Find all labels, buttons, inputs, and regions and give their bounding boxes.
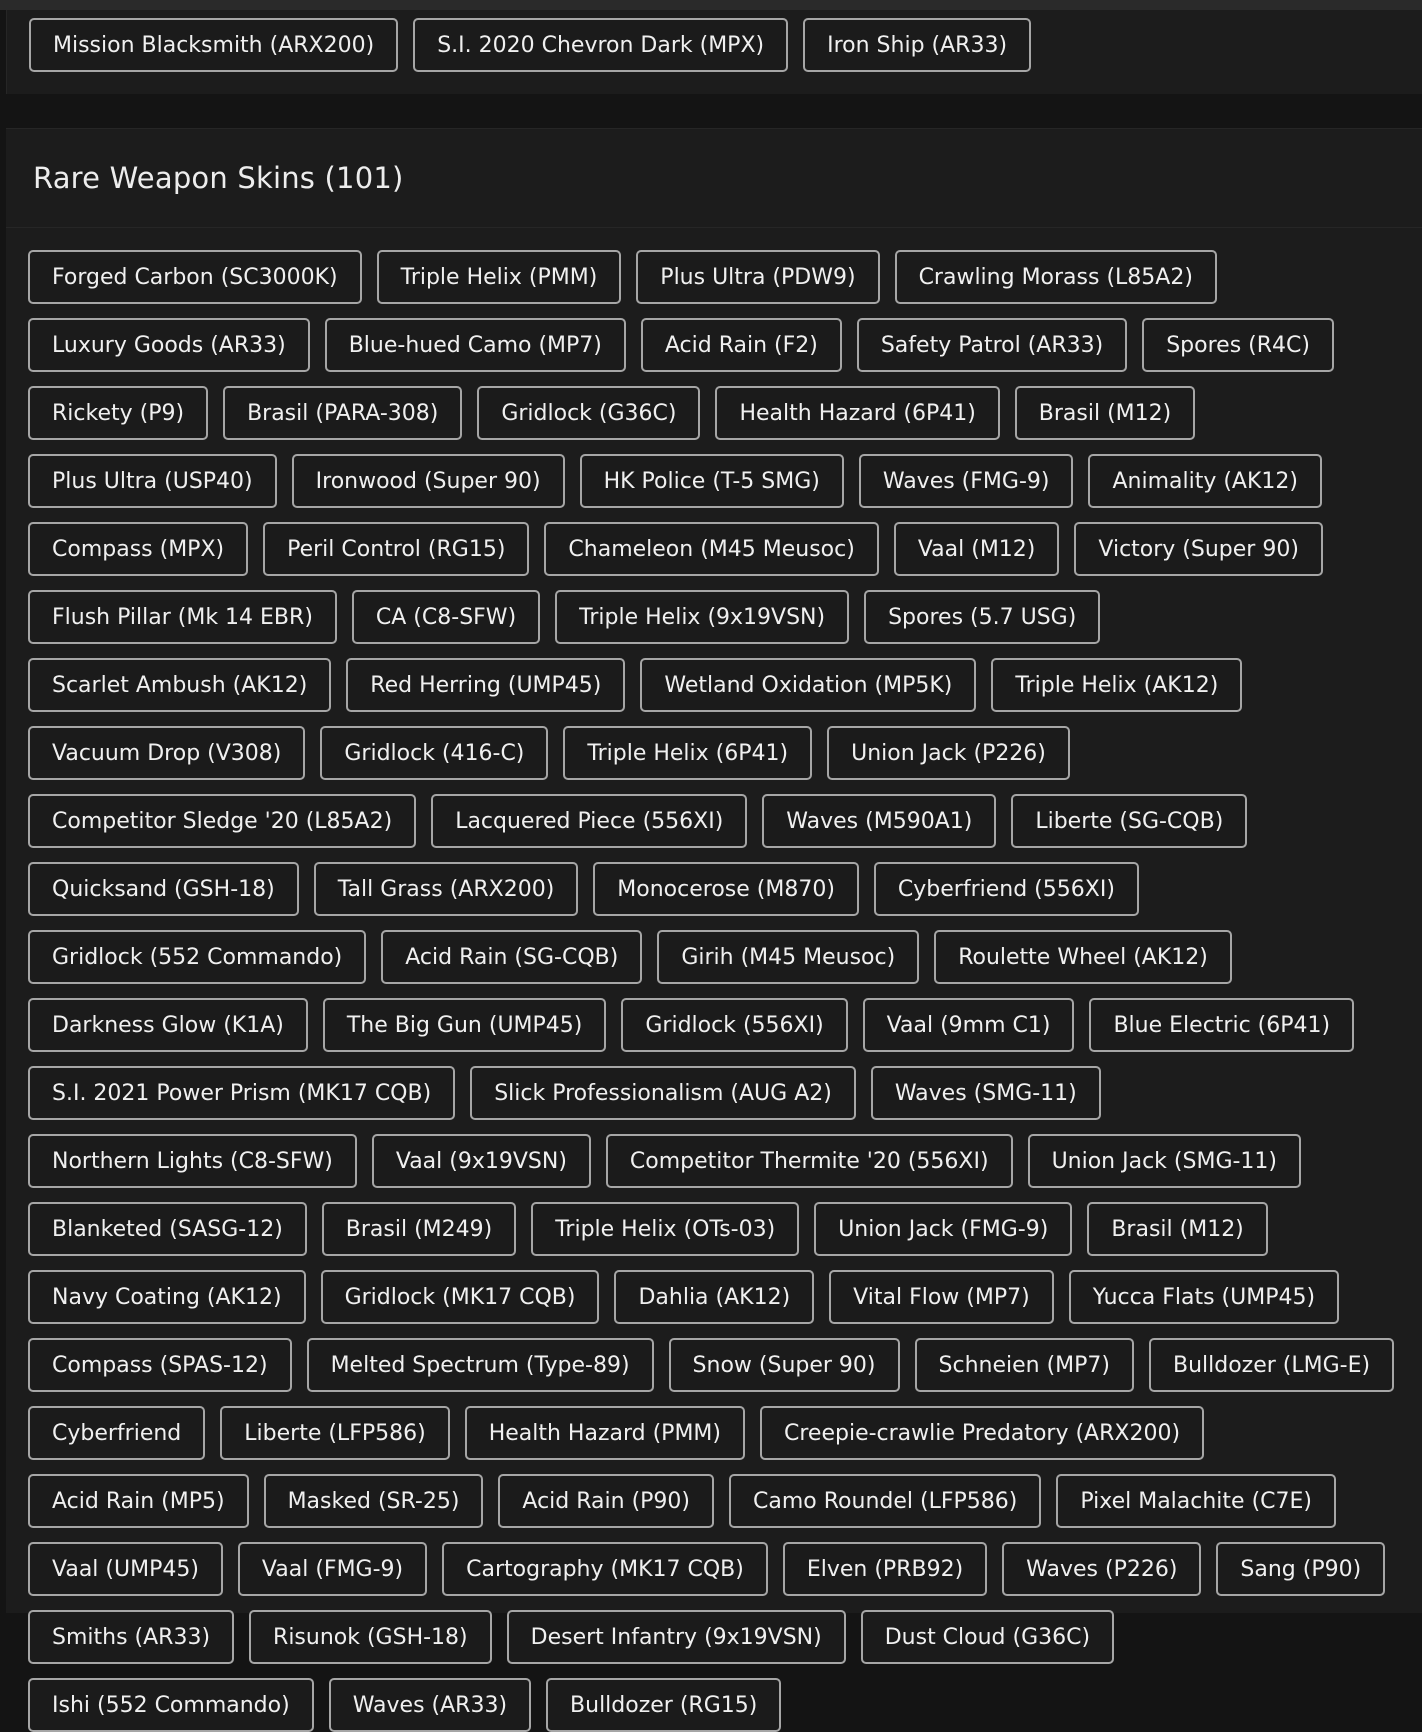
skin-chip[interactable]: Snow (Super 90): [669, 1338, 900, 1392]
skin-chip[interactable]: Vaal (9x19VSN): [372, 1134, 591, 1188]
skin-chip[interactable]: Camo Roundel (LFP586): [729, 1474, 1041, 1528]
skin-chip[interactable]: Risunok (GSH-18): [249, 1610, 492, 1664]
skin-chip[interactable]: Vaal (FMG-9): [238, 1542, 427, 1596]
skin-chip[interactable]: Competitor Thermite '20 (556XI): [606, 1134, 1013, 1188]
skin-chip[interactable]: Vaal (M12): [894, 522, 1060, 576]
skin-chip[interactable]: Brasil (M12): [1087, 1202, 1267, 1256]
skin-chip[interactable]: Acid Rain (MP5): [28, 1474, 249, 1528]
skin-chip[interactable]: Blue Electric (6P41): [1089, 998, 1354, 1052]
skin-chip[interactable]: Triple Helix (9x19VSN): [555, 590, 849, 644]
skin-chip[interactable]: Darkness Glow (K1A): [28, 998, 308, 1052]
skin-chip[interactable]: Acid Rain (SG-CQB): [381, 930, 642, 984]
skin-chip[interactable]: Waves (SMG-11): [871, 1066, 1101, 1120]
rare-weapon-skins-section: [6, 128, 1422, 1718]
skin-chip[interactable]: Gridlock (416-C): [320, 726, 548, 780]
section-header: [6, 129, 1422, 228]
skin-chip[interactable]: Vaal (9mm C1): [863, 998, 1075, 1052]
skin-chip[interactable]: Liberte (LFP586): [220, 1406, 449, 1460]
skin-chip[interactable]: Waves (P226): [1002, 1542, 1201, 1596]
skin-chip[interactable]: Acid Rain (P90): [498, 1474, 714, 1528]
skin-chip[interactable]: Health Hazard (6P41): [715, 386, 999, 440]
skin-chip[interactable]: Plus Ultra (USP40): [28, 454, 277, 508]
skin-chip[interactable]: Mission Blacksmith (ARX200): [29, 18, 398, 72]
skin-chip[interactable]: Triple Helix (AK12): [991, 658, 1242, 712]
skin-chip[interactable]: Blue-hued Camo (MP7): [325, 318, 626, 372]
skin-chip[interactable]: Bulldozer (LMG-E): [1149, 1338, 1394, 1392]
top-edge-strip: [0, 0, 1422, 10]
skin-chip[interactable]: Pixel Malachite (C7E): [1056, 1474, 1336, 1528]
skin-chip[interactable]: Competitor Sledge '20 (L85A2): [28, 794, 416, 848]
skin-chip[interactable]: Triple Helix (PMM): [377, 250, 622, 304]
skin-chip[interactable]: Triple Helix (6P41): [563, 726, 812, 780]
skin-chip[interactable]: The Big Gun (UMP45): [323, 998, 607, 1052]
skin-chip[interactable]: Dust Cloud (G36C): [861, 1610, 1114, 1664]
skin-chip[interactable]: Rickety (P9): [28, 386, 208, 440]
skin-chip[interactable]: Liberte (SG-CQB): [1011, 794, 1247, 848]
skin-chip[interactable]: Scarlet Ambush (AK12): [28, 658, 331, 712]
skin-chip[interactable]: Red Herring (UMP45): [346, 658, 625, 712]
skin-chip[interactable]: Union Jack (FMG-9): [814, 1202, 1072, 1256]
skin-chip[interactable]: Melted Spectrum (Type-89): [307, 1338, 654, 1392]
skin-chip[interactable]: Crawling Morass (L85A2): [895, 250, 1217, 304]
skin-chip[interactable]: Gridlock (G36C): [477, 386, 700, 440]
skin-chip[interactable]: Smiths (AR33): [28, 1610, 234, 1664]
skin-chip[interactable]: Peril Control (RG15): [263, 522, 529, 576]
skin-chip[interactable]: Elven (PRB92): [783, 1542, 987, 1596]
skin-chip[interactable]: Vital Flow (MP7): [829, 1270, 1054, 1324]
skin-chip[interactable]: Gridlock (552 Commando): [28, 930, 366, 984]
skin-chip[interactable]: Iron Ship (AR33): [803, 18, 1031, 72]
skin-chip[interactable]: Masked (SR-25): [264, 1474, 484, 1528]
skin-chip[interactable]: Slick Professionalism (AUG A2): [470, 1066, 856, 1120]
skin-chip[interactable]: Northern Lights (C8-SFW): [28, 1134, 357, 1188]
skin-chip[interactable]: Waves (FMG-9): [859, 454, 1074, 508]
skin-chip[interactable]: S.I. 2020 Chevron Dark (MPX): [413, 18, 788, 72]
skin-chip[interactable]: Triple Helix (OTs-03): [531, 1202, 799, 1256]
skin-chip[interactable]: Spores (5.7 USG): [864, 590, 1100, 644]
skin-chip[interactable]: CA (C8-SFW): [352, 590, 540, 644]
previous-skin-section: [6, 10, 1422, 94]
skin-chip[interactable]: Wetland Oxidation (MP5K): [640, 658, 976, 712]
skin-chip[interactable]: Ironwood (Super 90): [292, 454, 565, 508]
skin-chip[interactable]: Vaal (UMP45): [28, 1542, 223, 1596]
skin-chip[interactable]: Brasil (PARA-308): [223, 386, 462, 440]
skin-chip[interactable]: HK Police (T-5 SMG): [580, 454, 844, 508]
skin-chip[interactable]: Cartography (MK17 CQB): [442, 1542, 768, 1596]
skin-chip[interactable]: Blanketed (SASG-12): [28, 1202, 307, 1256]
skin-chip[interactable]: Spores (R4C): [1142, 318, 1334, 372]
skin-chip[interactable]: Animality (AK12): [1088, 454, 1322, 508]
skin-chip[interactable]: Union Jack (SMG-11): [1028, 1134, 1301, 1188]
skin-chip[interactable]: Gridlock (MK17 CQB): [321, 1270, 600, 1324]
skin-chip[interactable]: Quicksand (GSH-18): [28, 862, 299, 916]
skin-chip[interactable]: Creepie-crawlie Predatory (ARX200): [760, 1406, 1204, 1460]
skin-chip[interactable]: Cyberfriend (556XI): [874, 862, 1139, 916]
skin-chip[interactable]: Compass (SPAS-12): [28, 1338, 292, 1392]
skin-chip[interactable]: Vacuum Drop (V308): [28, 726, 305, 780]
skin-chip[interactable]: Forged Carbon (SC3000K): [28, 250, 362, 304]
skin-chip[interactable]: Health Hazard (PMM): [465, 1406, 745, 1460]
skin-chip[interactable]: Schneien (MP7): [915, 1338, 1134, 1392]
skin-chip[interactable]: Cyberfriend: [28, 1406, 205, 1460]
skin-chip[interactable]: Desert Infantry (9x19VSN): [507, 1610, 846, 1664]
skin-chip[interactable]: Compass (MPX): [28, 522, 248, 576]
skin-chip[interactable]: Roulette Wheel (AK12): [934, 930, 1232, 984]
skin-chip[interactable]: Dahlia (AK12): [614, 1270, 814, 1324]
skin-chip[interactable]: Union Jack (P226): [827, 726, 1070, 780]
skin-chip[interactable]: Navy Coating (AK12): [28, 1270, 306, 1324]
rare-chip-list: [6, 228, 1406, 1732]
skin-chip[interactable]: Yucca Flats (UMP45): [1069, 1270, 1339, 1324]
skin-chip[interactable]: Waves (M590A1): [762, 794, 996, 848]
skin-chip[interactable]: Gridlock (556XI): [621, 998, 847, 1052]
top-chip-list: [7, 10, 1407, 72]
skin-chip[interactable]: Bulldozer (RG15): [546, 1678, 781, 1732]
skin-chip[interactable]: Chameleon (M45 Meusoc): [544, 522, 878, 576]
skin-chip[interactable]: Acid Rain (F2): [641, 318, 842, 372]
skin-chip[interactable]: Plus Ultra (PDW9): [636, 250, 879, 304]
section-title: Rare Weapon Skins (101): [33, 161, 404, 195]
skin-chip[interactable]: Luxury Goods (AR33): [28, 318, 310, 372]
skin-chip[interactable]: Monocerose (M870): [593, 862, 859, 916]
skin-chip[interactable]: Ishi (552 Commando): [28, 1678, 314, 1732]
skin-chip[interactable]: S.I. 2021 Power Prism (MK17 CQB): [28, 1066, 455, 1120]
skin-chip[interactable]: Brasil (M249): [322, 1202, 516, 1256]
skin-chip[interactable]: Lacquered Piece (556XI): [431, 794, 747, 848]
skin-chip[interactable]: Waves (AR33): [329, 1678, 531, 1732]
skin-chip[interactable]: Safety Patrol (AR33): [857, 318, 1127, 372]
skin-chip[interactable]: Sang (P90): [1216, 1542, 1385, 1596]
skin-chip[interactable]: Brasil (M12): [1015, 386, 1195, 440]
skin-chip[interactable]: Flush Pillar (Mk 14 EBR): [28, 590, 337, 644]
skin-chip[interactable]: Victory (Super 90): [1074, 522, 1323, 576]
skin-chip[interactable]: Tall Grass (ARX200): [314, 862, 579, 916]
skin-chip[interactable]: Girih (M45 Meusoc): [657, 930, 919, 984]
